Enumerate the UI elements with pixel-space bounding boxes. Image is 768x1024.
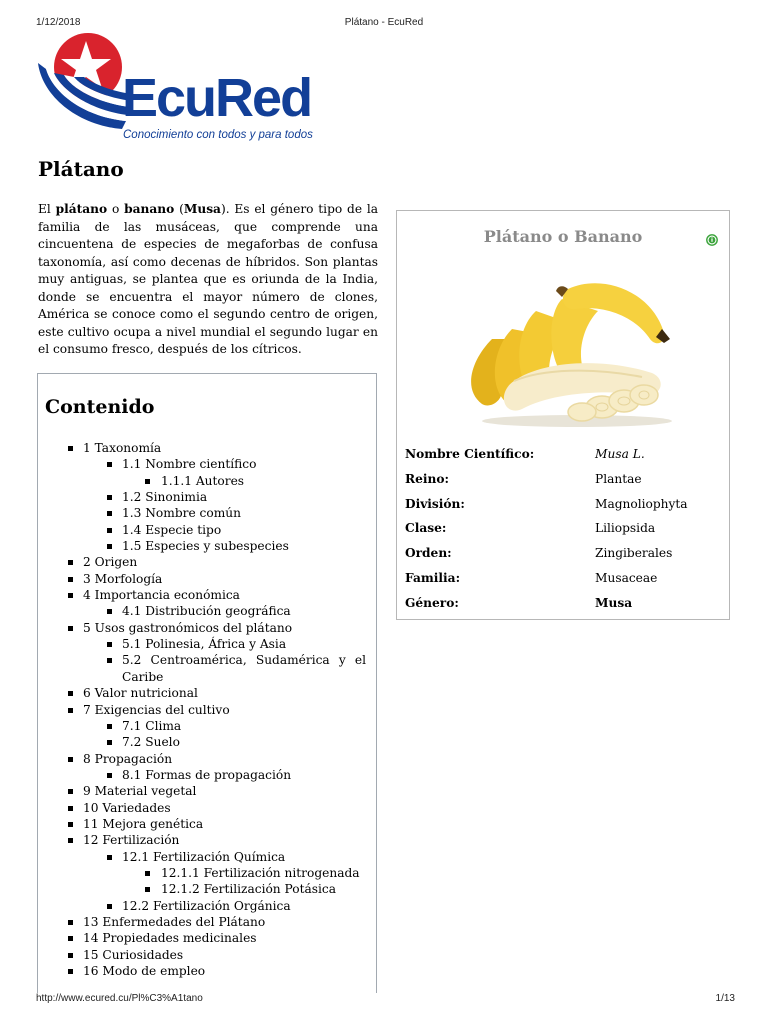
toc-item[interactable]: 16 Modo de empleo: [38, 963, 373, 979]
intro-bold-term: banano: [124, 202, 175, 216]
page-title: Plátano: [38, 157, 124, 181]
taxonomy-key: Clase:: [405, 521, 447, 536]
taxonomy-value: Liliopsida: [595, 521, 656, 536]
toc-item[interactable]: 1.2 Sinonimia: [38, 489, 373, 505]
print-date: 1/12/2018: [36, 17, 81, 28]
taxonomy-value: Magnoliophyta: [595, 496, 688, 511]
toc-item[interactable]: 2 Origen: [38, 554, 373, 570]
toc-item[interactable]: 5 Usos gastronómicos del plátano: [38, 620, 373, 636]
toc-item[interactable]: 10 Variedades: [38, 800, 373, 816]
taxonomy-key: Nombre Científico:: [405, 447, 535, 461]
logo-tagline: Conocimiento con todos y para todos: [123, 129, 313, 141]
taxonomy-table: [405, 447, 725, 621]
toc-item[interactable]: 15 Curiosidades: [38, 947, 373, 963]
toc-item[interactable]: 12.1 Fertilización Química: [38, 849, 373, 865]
taxonomy-value: Musa L.: [595, 447, 645, 461]
taxonomy-key: División:: [405, 496, 465, 511]
taxonomy-value: Zingiberales: [595, 546, 673, 561]
taxonomy-key: Reino:: [405, 471, 450, 486]
intro-text: El: [38, 202, 56, 216]
toc-list: [38, 440, 373, 979]
toc-item[interactable]: 8.1 Formas de propagación: [38, 767, 373, 783]
toc-item[interactable]: 1.1.1 Autores: [38, 473, 373, 489]
toc-item[interactable]: 12 Fertilización: [38, 832, 373, 848]
print-footer: [0, 993, 768, 1007]
toc-item[interactable]: 1.1 Nombre científico: [38, 456, 373, 472]
infobox-title: Plátano o Banano: [483, 227, 643, 246]
info-icon[interactable]: [706, 234, 718, 246]
banana-bunch-image: [452, 269, 682, 429]
toc-item[interactable]: 1.5 Especies y subespecies: [38, 538, 373, 554]
toc-item[interactable]: 12.2 Fertilización Orgánica: [38, 898, 373, 914]
toc-item[interactable]: 7.2 Suelo: [38, 734, 373, 750]
taxonomy-key: Familia:: [405, 570, 461, 585]
toc-item[interactable]: 5.2 Centroamérica, Sudamérica y el Caribe: [38, 652, 373, 685]
taxonomy-key: Orden:: [405, 546, 452, 561]
intro-text: o: [107, 202, 125, 216]
toc-item[interactable]: 13 Enfermedades del Plátano: [38, 914, 373, 930]
toc-item[interactable]: 9 Material vegetal: [38, 783, 373, 799]
toc-item[interactable]: 5.1 Polinesia, África y Asia: [38, 636, 373, 652]
toc-item[interactable]: 6 Valor nutricional: [38, 685, 373, 701]
toc-item[interactable]: 14 Propiedades medicinales: [38, 930, 373, 946]
logo-wordmark: EcuRed: [122, 68, 312, 128]
taxonomy-value: Musa: [595, 595, 633, 610]
toc-item[interactable]: 1.4 Especie tipo: [38, 522, 373, 538]
toc-title: Contenido: [45, 396, 155, 418]
toc-item[interactable]: 7 Exigencias del cultivo: [38, 702, 373, 718]
taxonomy-row: [405, 447, 725, 472]
print-url: http://www.ecured.cu/Pl%C3%A1tano: [36, 993, 203, 1004]
ecured-logo[interactable]: [36, 33, 346, 145]
print-title: Plátano - EcuRed: [344, 17, 424, 28]
toc-item[interactable]: 3 Morfología: [38, 571, 373, 587]
toc-item[interactable]: 11 Mejora genética: [38, 816, 373, 832]
intro-text: ). Es el género tipo de la familia de las musáceas, que comprende una cincuentena de especies de megaforbas de confusa taxonomía, así como decenas de híbridos. Son plantas muy antiguas, se plantea que es oriunda de la India, donde se encuentra el mayor número de clones, América se conoce como el segundo centro de origen, este cultivo ocupa a nivel mundial el segundo lugar en el consumo fresco, después de los cítricos.: [38, 202, 378, 356]
intro-bold-term: plátano: [55, 202, 108, 216]
taxonomy-value: Plantae: [595, 471, 642, 486]
taxonomy-row: [405, 521, 725, 546]
taxonomy-row: [405, 596, 725, 621]
taxonomy-row: [405, 497, 725, 522]
taxonomy-value: Musaceae: [595, 570, 658, 585]
taxonomy-row: [405, 546, 725, 571]
toc-item[interactable]: 4.1 Distribución geográfica: [38, 603, 373, 619]
intro-text: (: [174, 202, 184, 216]
toc-item[interactable]: 12.1.1 Fertilización nitrogenada: [38, 865, 373, 881]
print-header: [0, 17, 768, 31]
taxonomy-key: Género:: [405, 595, 459, 610]
toc-item[interactable]: 12.1.2 Fertilización Potásica: [38, 881, 373, 897]
toc-item[interactable]: 1.3 Nombre común: [38, 505, 373, 521]
toc-item[interactable]: 7.1 Clima: [38, 718, 373, 734]
toc-item[interactable]: 1 Taxonomía: [38, 440, 373, 456]
taxonomy-row: [405, 571, 725, 596]
intro-paragraph: [38, 201, 378, 359]
toc-item[interactable]: 4 Importancia económica: [38, 587, 373, 603]
taxonomy-row: [405, 472, 725, 497]
table-of-contents: [37, 373, 377, 993]
toc-item[interactable]: 8 Propagación: [38, 751, 373, 767]
infobox: [396, 210, 730, 620]
print-page-number: 1/13: [715, 993, 735, 1004]
intro-bold-term: Musa: [183, 202, 221, 216]
